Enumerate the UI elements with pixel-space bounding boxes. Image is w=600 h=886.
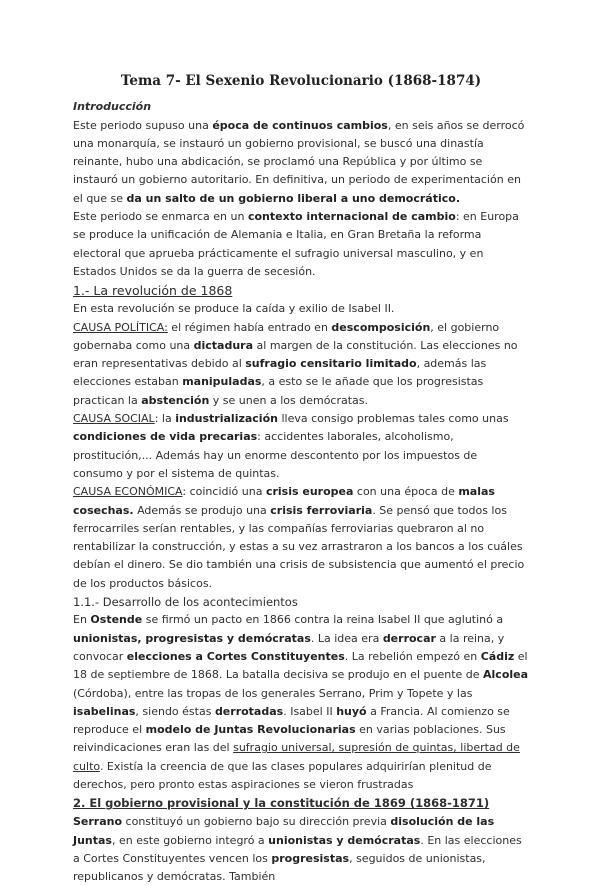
bold-text: unionistas y demócratas (268, 833, 421, 847)
text-run: a la reina, y convocar (73, 631, 505, 663)
text-run: : la (154, 412, 176, 426)
text-run: : accidentes laborales, alcoholismo, prostitución,... Además hay un enorme descontento por los impuestos de consumo y por el sistema de quintas. (73, 430, 478, 480)
paragraph (73, 319, 529, 410)
text-run: constituyó un gobierno bajo su dirección previa (122, 815, 391, 829)
text-run: , el gobierno gobernaba como una (73, 320, 500, 352)
text-run: , seguidos de unionistas, republicanos y demócratas. También (73, 851, 486, 884)
bold-text: derrotadas (214, 704, 284, 718)
text-run: En (73, 613, 91, 627)
text-run: , a esto se le añade que los progresistas practican la (73, 375, 484, 407)
bold-text: abstención (141, 393, 210, 407)
bold-text: descomposición (331, 320, 431, 334)
bold-text: Ostende (90, 613, 143, 627)
text-run: Además se produjo una (133, 503, 271, 517)
bold-text: manipuladas (182, 375, 262, 389)
text-run: Este periodo supuso una (73, 118, 213, 132)
bold-text: modelo de Juntas Revolucionarias (145, 723, 356, 737)
bold-text: crisis ferroviaria (270, 503, 373, 517)
text-run: En esta revolución se produce la caída y exilio de Isabel II. (73, 302, 395, 316)
bold-text: época de continuos cambios (212, 118, 388, 132)
text-run: con una época de (353, 485, 459, 499)
text-run: Este periodo se enmarca en un (73, 210, 248, 224)
text-run: se firmó un pacto en 1866 contra la reina Isabel II que aglutinó a (142, 613, 504, 627)
bold-text: derrocar (382, 631, 436, 645)
text-run: a Francia. Al comienzo se reproduce el (73, 704, 510, 737)
paragraph (73, 208, 529, 281)
text-run: el 18 de septiembre de 1868. La batalla decisiva se produjo en el puente de (73, 649, 528, 682)
text-run: . Existía la creencia de que las clases populares adquirirían plenitud de derechos, pero pronto estas aspiraciones se vieron frustradas (73, 759, 492, 791)
paragraph (73, 117, 529, 208)
document-title: Tema 7- El Sexenio Revolucionario (1868-1874) (120, 73, 482, 89)
text-run: . Isabel II (283, 704, 337, 718)
bold-text: malas cosechas. (73, 485, 495, 517)
bold-text: Serrano (73, 815, 123, 829)
bold-text: huyó (336, 704, 367, 718)
text-run: , en seis años se derrocó una monarquía, se instauró un gobierno provisional, se buscó una dinastía reinante, hubo una abdicación, se proclamó una República y por último se instauró un gobierno autoritario. En definitiva, un periodo de experimentación en el que se (73, 118, 525, 205)
bold-text: dictadura (193, 338, 254, 352)
document-body (73, 68, 529, 886)
text-run: al margen de la constitución. Las elecciones no eran representativas debido al (73, 338, 518, 371)
bold-text: condiciones de vida precarias (73, 430, 258, 444)
intro-heading: Introducción (73, 100, 152, 114)
text-run: . En las elecciones a Cortes Constituyentes vencen los (73, 833, 522, 865)
paragraph (73, 300, 529, 318)
text-run: : en Europa se produce la unificación de Alemania e Italia, en Gran Bretaña la reforma electoral que aprueba prácticamente el sufragio universal masculino, y en Estados Unidos se da la guerra de secesión. (73, 210, 519, 278)
underlined-text: CAUSA ECONÓMICA (73, 485, 183, 499)
text-run: en varias poblaciones. Sus reivindicaciones eran las del (73, 723, 506, 755)
bold-text: unionistas, progresistas y demócratas (73, 631, 311, 645)
underlined-text: sufragio universal, supresión de quintas, libertad de culto (73, 741, 520, 773)
bold-text: progresistas (271, 851, 350, 865)
text-run: , siendo éstas (135, 704, 215, 718)
text-run: . Se pensó que todos los ferrocarriles serían rentables, y las compañías ferroviarias quebraron al no rentabilizar la construcción, y estas a su vez arrastraron a los bancos a los cuáles debían el dinero. Se dio también una crisis de subsistencia que aumentó el precio de los productos básicos. (73, 503, 525, 590)
bold-text: contexto internacional de cambio (247, 210, 456, 224)
underlined-text: CAUSA SOCIAL (73, 412, 155, 426)
text-run: , en este gobierno integró a (111, 833, 269, 847)
paragraph (73, 611, 529, 794)
bold-text: industrialización (175, 412, 278, 426)
bold-text: Alcolea (483, 668, 529, 682)
underlined-text: CAUSA POLÍTICA: (73, 320, 168, 334)
text-run: , además las elecciones estaban (73, 357, 487, 389)
text-run: lleva consigo problemas tales como unas (277, 412, 509, 426)
text-run: el régimen había entrado en (167, 320, 332, 334)
paragraph (73, 813, 529, 886)
bold-text: sufragio censitario limitado (245, 357, 417, 371)
bold-text: crisis europea (265, 485, 354, 499)
section-heading: 2. El gobierno provisional y la constitución de 1869 (1868-1871) (73, 796, 490, 811)
bold-text: elecciones a Cortes Constituyentes (126, 649, 345, 663)
bold-text: disolución de las Juntas (73, 815, 495, 847)
text-run: (Córdoba), entre las tropas de los generales Serrano, Prim y Topete y las (73, 686, 473, 700)
section-heading: 1.- La revolución de 1868 (73, 283, 233, 299)
paragraph (73, 410, 529, 483)
text-run: . La rebelión empezó en (344, 649, 481, 663)
bold-text: da un salto de un gobierno liberal a uno democrático. (126, 191, 461, 205)
paragraph (73, 483, 529, 593)
text-run: : coincidió una (182, 485, 266, 499)
subsection-heading: 1.1.- Desarrollo de los acontecimientos (73, 595, 298, 610)
text-run: . La idea era (310, 631, 383, 645)
bold-text: Cádiz (480, 649, 515, 663)
bold-text: isabelinas (73, 704, 136, 718)
text-run: y se unen a los demócratas. (209, 393, 369, 407)
